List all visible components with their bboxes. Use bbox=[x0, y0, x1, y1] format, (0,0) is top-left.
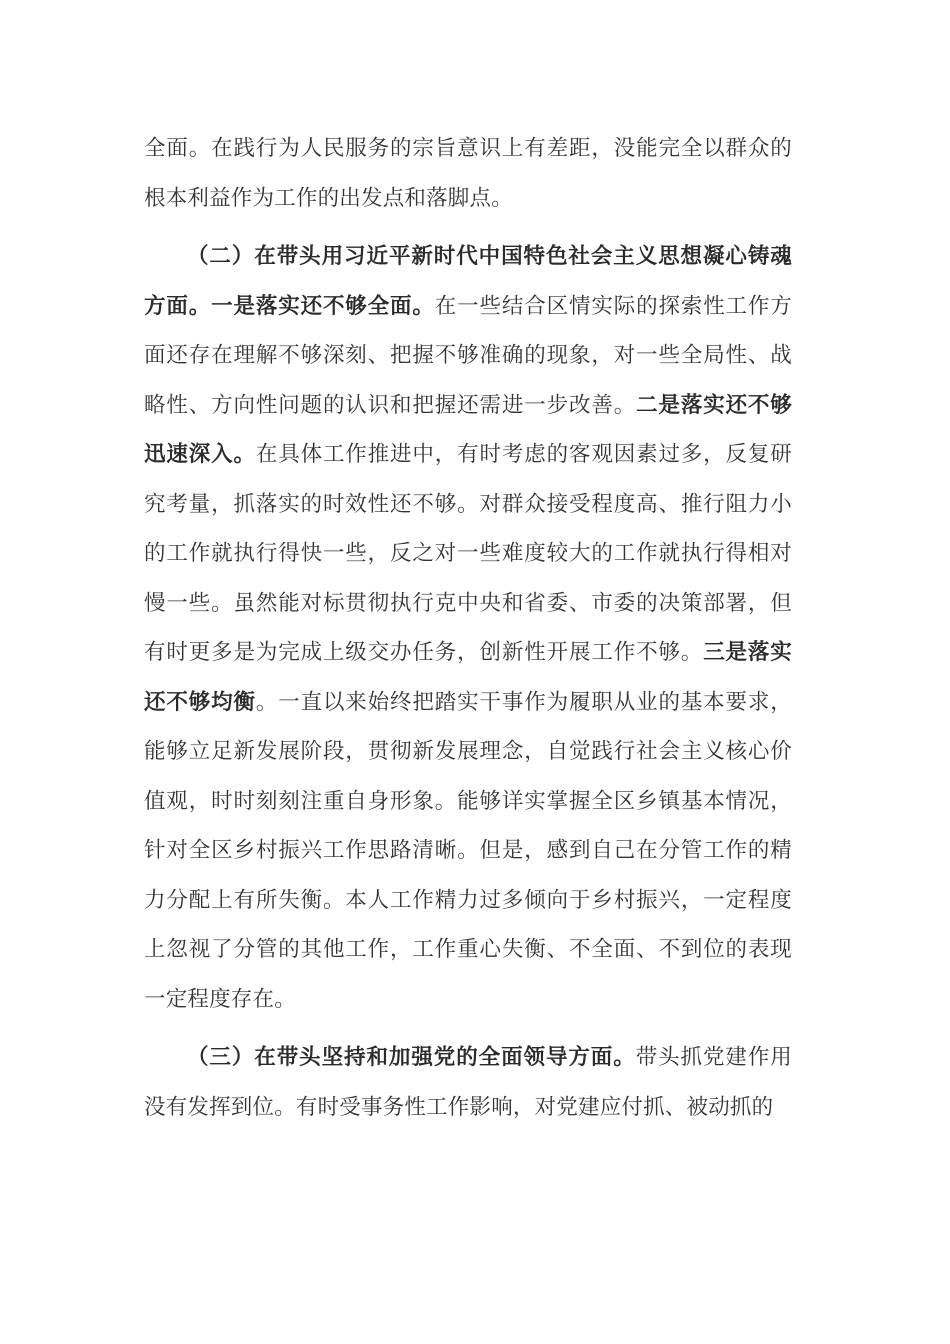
section-heading-3: （三）在带头坚持和加强党的全面领导方面。 bbox=[187, 1045, 636, 1070]
document-page bbox=[144, 124, 792, 1132]
paragraph-1 bbox=[144, 124, 792, 223]
paragraph-2-text-b: 在具体工作推进中，有时考虑的客观因素过多，反复研究考量，抓落实的时效性还不够。对群众接受程度高、推行阻力小的工作就执行得快一些，反之对一些难度较大的工作就执行得相对慢一些。虽然能对标贯彻执行克中央和省委、市委的决策部署，但有时更多是为完成上级交办任务，创新性开展工作不够。 bbox=[144, 442, 792, 665]
section-heading-2: （二）在带头用习近平新时代中国特色社会主义思想凝心铸魂方面。一是落实还不够全面。 bbox=[144, 244, 792, 319]
paragraph-1-text: 全面。在践行为人民服务的宗旨意识上有差距，没能完全以群众的根本利益作为工作的出发点和落脚点。 bbox=[144, 136, 792, 211]
point-heading-2: 二是落实还不够迅速深入。 bbox=[144, 392, 792, 467]
point-heading-3: 三是落实还不够均衡 bbox=[144, 640, 792, 715]
paragraph-3 bbox=[144, 1033, 792, 1132]
paragraph-2-text-c: 。一直以来始终把踏实干事作为履职从业的基本要求，能够立足新发展阶段，贯彻新发展理念，自觉践行社会主义核心价值观，时时刻刻注重自身形象。能够详实掌握全区乡镇基本情况，针对全区乡村振兴工作思路清晰。但是，感到自己在分管工作的精力分配上有所失衡。本人工作精力过多倾向于乡村振兴，一定程度上忽视了分管的其他工作，工作重心失衡、不全面、不到位的表现一定程度存在。 bbox=[144, 689, 792, 1012]
paragraph-2-text-a: 在一些结合区情实际的探索性工作方面还存在理解不够深刻、把握不够准确的现象，对一些全局性、战略性、方向性问题的认识和把握还需进一步改善。 bbox=[144, 293, 792, 418]
paragraph-3-text: 带头抓党建作用没有发挥到位。有时受事务性工作影响，对党建应付抓、被动抓的 bbox=[144, 1045, 792, 1120]
paragraph-2 bbox=[144, 232, 792, 1024]
